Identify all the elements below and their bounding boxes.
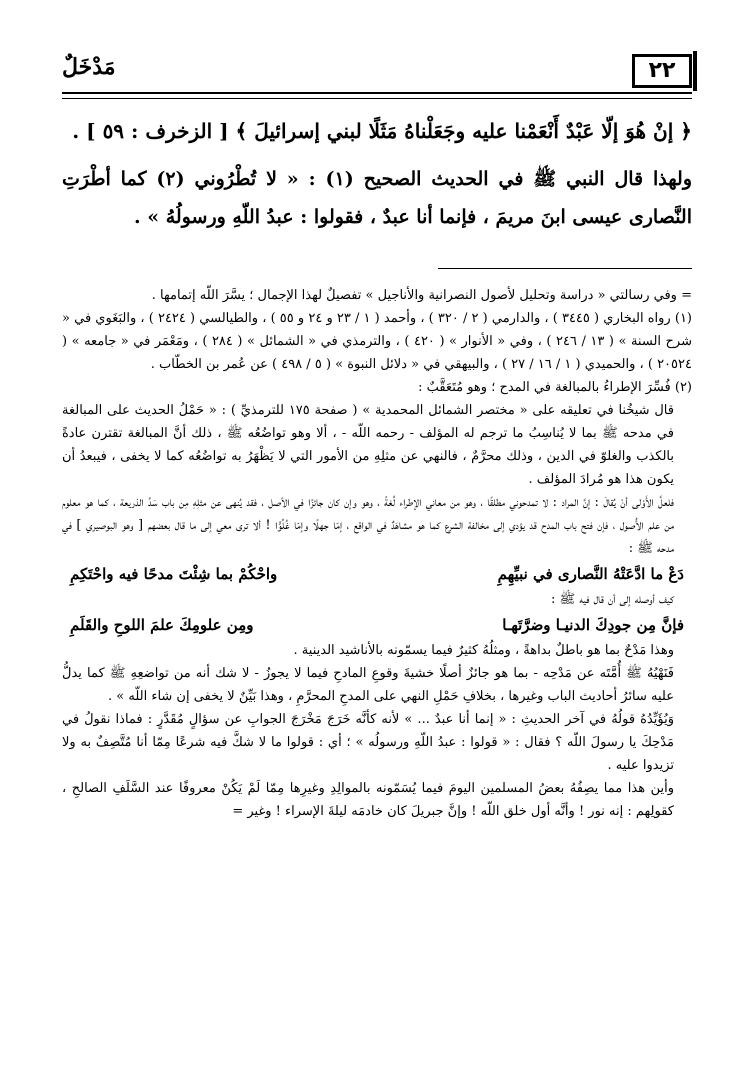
poem-line-1 xyxy=(62,560,692,588)
footnote-2-para: فَنَهْيُهُ ﷺ أُمَّتَه عن مَدْحِه - بما هو جائزٌ أصلًا خشيةَ وقوعِ المادحِ فيما لا يجوزُ - لا شك أنه من تواضعِهِ ﷺ كما يدلُّ عليه سائرُ أحاديث الباب وغيرها ، بخلافِ حَمْلِ النهي على المدحِ المحرَّمِ ، وهذا بَيِّنٌ لا يخفى إن شاء اللّه » . xyxy=(62,666,674,704)
page-header xyxy=(62,50,692,96)
footnote-2-para: وهذا مَدْحٌ بما هو باطلٌ بداهةً ، ومثلُهُ كثيرٌ فيما يسمّونه بالأناشيد الدينية . xyxy=(293,643,674,658)
quran-verse: ﴿ إنْ هُوَ إلّا عَبْدٌ أَنْعَمْنا عليه وجَعَلْناهُ مَثَلًا لبني إسرائيلَ ﴾ [ الزخرف : ٥٩ ] . xyxy=(72,119,692,143)
hadith-paragraph: ولهذا قال النبي ﷺ في الحديث الصحيح (١) : « لا تُطْرُوني (٢) كما أطْرَتِ النَّصارى عيسى ابنَ مريمَ ، فإنما أنا عبدٌ ، فقولوا : عبدُ اللّهِ ورسولُهُ » . xyxy=(62,168,692,228)
header-rule xyxy=(62,92,692,99)
poem-hemistich-left: واحْكُمْ بما شِئْتَ مدحًا فيه واحْتَكِمِ xyxy=(70,565,278,583)
footnote-continuation: = وفي رسالتي « دراسة وتحليل لأصول النصرانية والأناجيل » تفصيلٌ لهذا الإجمال ؛ يسَّرَ اللّه إتمامها . xyxy=(151,288,692,303)
poem-hemistich-right: فإنَّ مِن جودِكَ الدنيـا وضرَّتَهـا xyxy=(502,616,684,634)
page-number: ٢٢ xyxy=(632,54,692,88)
footnote-1: (١) رواه البخاري ( ٣٤٤٥ ) ، والدارمي ( ٢ / ٣٢٠ ) ، وأحمد ( ١ / ٢٣ و ٢٤ و ٥٥ ) ، والطيالسي ( ٢٤٢٤ ) ، والبَغَوي في « شرح السنة » ( ١٣ / ٢٤٦ ) ، وفي « الأنوار » ( ٤٢٠ ) ، والترمذي في « الشمائل » ( ٢٨٤ ) ، ومَعْمَر في « جامعه » ( ٢٠٥٢٤ ) ، والحميدي ( ١ / ١٦ / ٢٧ ) ، والبيهقي في « دلائل النبوة » ( ٥ / ٤٩٨ ) عن عُمر بن الخطّاب . xyxy=(62,311,693,372)
chapter-title: مَدْخَلٌ xyxy=(62,54,116,80)
footnote-2: (٢) فُسِّرَ الإطراءُ بالمبالغة في المدح ؛ وهو مُتَعَقَّبٌ : xyxy=(418,380,692,395)
footnotes xyxy=(62,284,692,823)
poem-hemistich-right: دَعْ ما ادَّعَتْهُ النَّصارى في نبيِّهِمِ xyxy=(497,565,684,583)
footnote-separator xyxy=(438,268,692,269)
poem-line-2 xyxy=(62,611,692,639)
footnote-2-para: فلعلَّ الأَوْلى أنْ يُقالَ : إنَّ المراد : لا تمدحوني مطلقًا ، وهو من معاني الإطراء لُغةً ، وهو وإن كان جائزًا في الأصل ، فقد يُنهى عن مثلِهِ مِن باب سَدِّ الذريعة ، كما هو معلوم من علم الأُصول ، فإن فتح باب المدح قد يؤدي إلى مخالفة الشرع كما هو مشاهَدٌ في الواقع ، إمّا جهلًا وإمّا غُلُوًّا ! ألا ترى معي إلى ما قال بعضهم [ وهو البوصيري ] في مدحه ﷺ : xyxy=(62,495,674,556)
footnote-2-para: كيف أوصله إلى أن قال فيه ﷺ : xyxy=(551,592,674,607)
footnote-2-para: وَيُؤَيِّدُهُ قولُهُ في آخر الحديثِ : « إنما أنا عبدٌ ... » لأنه كأنَّه خَرَجَ مَخْرَجَ الجوابِ عن سؤالٍ مُقَدَّرٍ : فماذا نقولُ في مَدْحِكَ يا رسولَ اللّه ؟ فقال : « قولوا : عبدُ اللّهِ ورسولُه » ؛ أي : قولوا ما لا شكَّ فيه شرعًا مِمّا أنا مُتَّصِفٌ به ولا تزيدوا عليه . xyxy=(62,712,674,773)
poem-hemistich-left: ومِن علومِكَ علمَ اللوحِ والقَلَمِ xyxy=(70,616,254,634)
footnote-2-quote: قال شيخُنا في تعليقه على « مختصر الشمائل المحمدية » ( صفحة ١٧٥ للترمذيِّ ) : « حَمْلُ الحديث على المبالغة في مدحه ﷺ بما لا يُناسِبُ ما ترجم له المؤلف - رحمه اللّه - ، ألا وهو تواضُعُه ﷺ ، ذلك أنَّ المبالغة تقترن عادةً بالكذب والغلوّ في الدين ، وذلك محرَّمٌ ، فالنهي عن مثلِهِ من الأمور التي لا يَظْهَرُ به تواضُعُه كما لا يخفى ، فيبعدُ أن يكون هذا هو مُرادَ المؤلف . xyxy=(62,403,674,487)
footnote-2-para: وأين هذا مما يصِفُهُ بعضُ المسلمين اليومَ فيما يُسَمّونه بالموالِدِ وغيرِها مِمّا لَمْ يَكُنْ معروفًا عند السَّلَفِ الصالحِ ، كقولِهم : إنه نور ! وأنَّه أول خلق اللّه ! وإنَّ جبريلَ كان خادمَه ليلةَ الإسراء ! وغير = xyxy=(62,781,674,819)
main-text xyxy=(62,112,692,246)
